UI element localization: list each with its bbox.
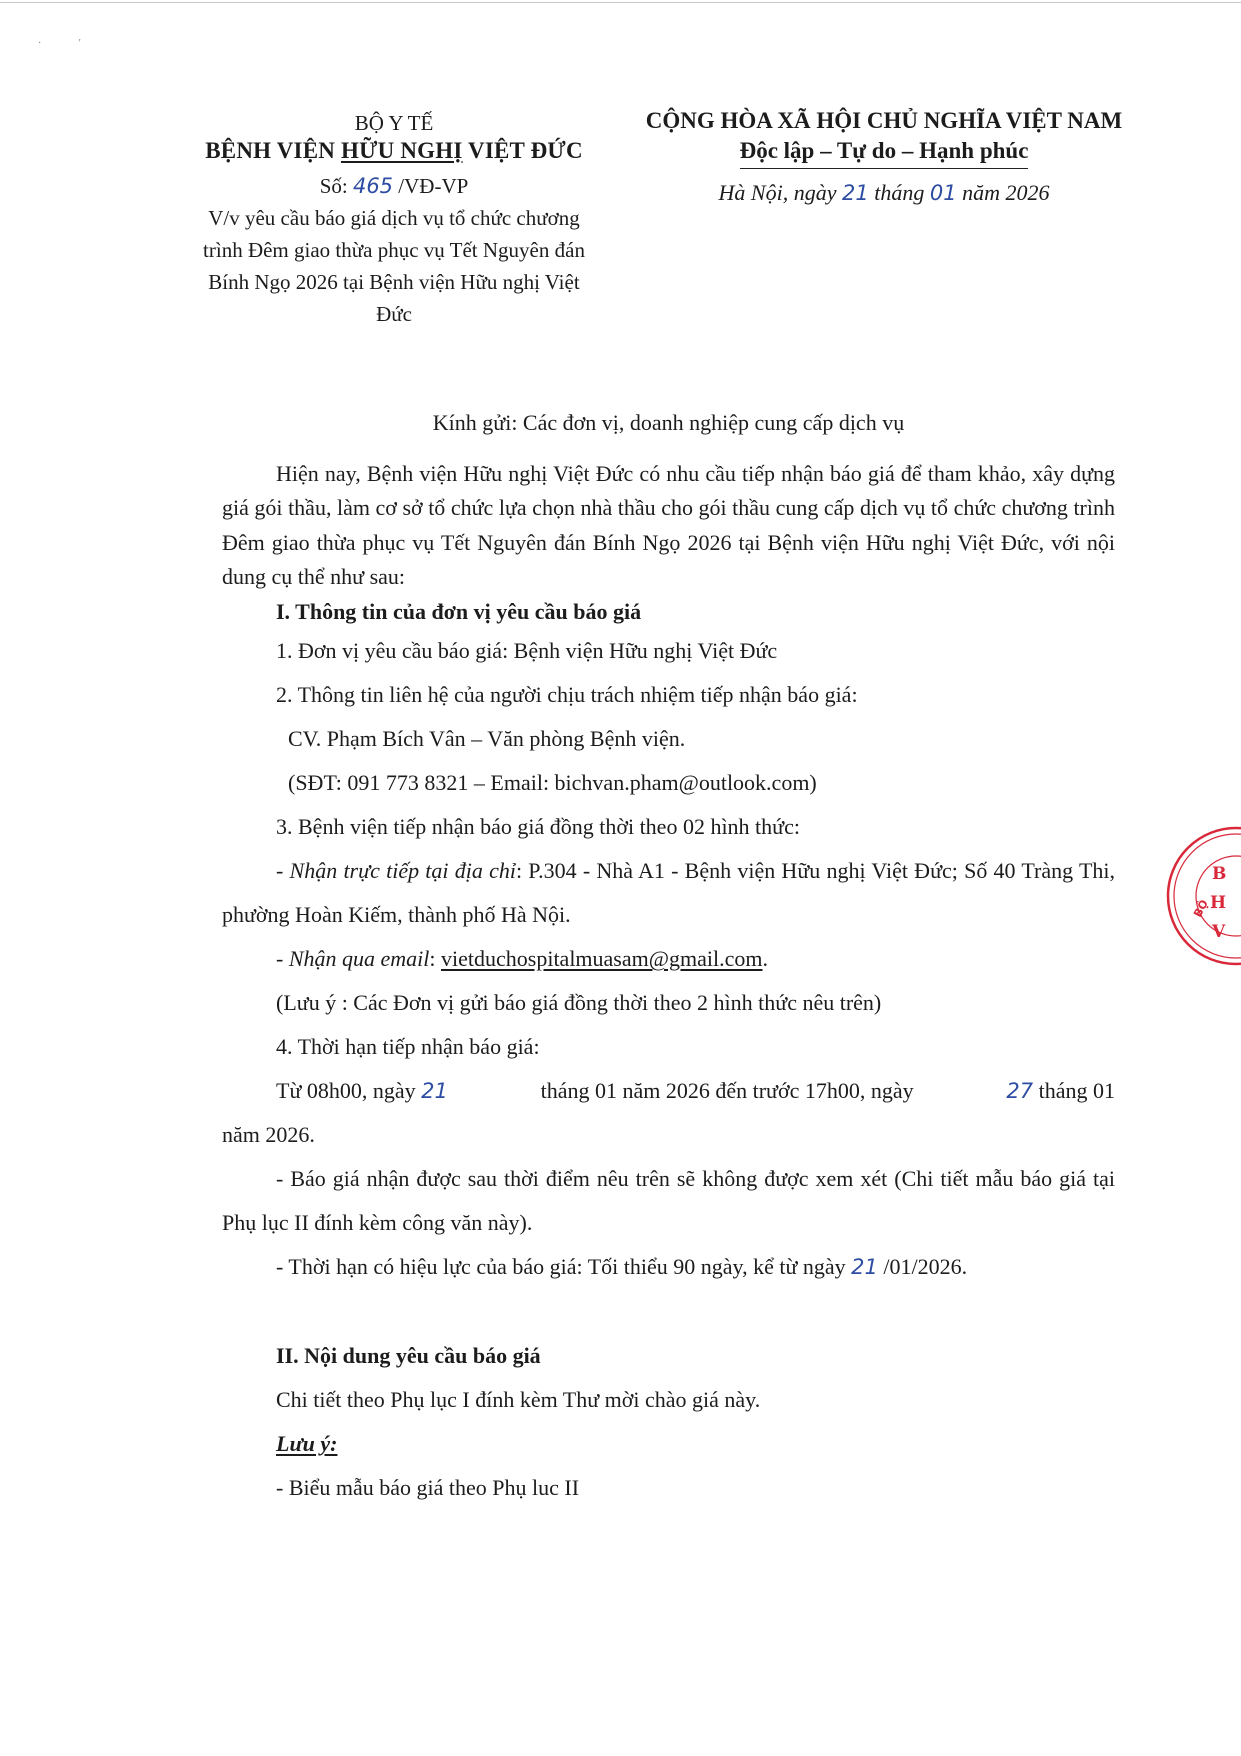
- section1-item4: 4. Thời hạn tiếp nhận báo giá:: [276, 1034, 540, 1059]
- email-line: [222, 937, 1115, 981]
- hospital-name-underlined: HỮU NGHỊ: [341, 138, 463, 163]
- hospital-name: [178, 136, 610, 166]
- official-seal-stamp: [1166, 826, 1241, 966]
- period-month: tháng 01: [1033, 1078, 1115, 1103]
- note-label: [222, 1422, 1115, 1466]
- validity-text: - Thời hạn có hiệu lực của báo giá: Tối thiểu 90 ngày, kể từ ngày: [276, 1254, 852, 1279]
- email-separator: :: [429, 946, 442, 971]
- seal-arc-text: BỘ: [1191, 897, 1211, 920]
- period-line: [222, 1069, 1115, 1113]
- section2-detail: Chi tiết theo Phụ lục I đính kèm Thư mời chào giá này.: [276, 1387, 761, 1412]
- validity-line: [222, 1245, 1115, 1289]
- reference-number: [178, 170, 610, 202]
- period-start-text: Từ 08h00, ngày: [276, 1078, 422, 1103]
- hospital-name-suffix: VIỆT ĐỨC: [462, 138, 583, 163]
- subject-line: Bính Ngọ 2026 tại Bệnh viện Hữu nghị Việt: [208, 270, 580, 294]
- subject-line: Đức: [376, 302, 412, 326]
- intro-paragraph: Hiện nay, Bệnh viện Hữu nghị Việt Đức có nhu cầu tiếp nhận báo giá để tham khảo, xây dựng giá gói thầu, làm cơ sở tổ chức lựa chọn nhà thầu cho gói thầu cung cấp dịch vụ tổ chức chương trình Đêm giao thừa phục vụ Tết Nguyên đán Bính Ngọ 2026 tại Bệnh viện Hữu nghị Việt Đức, với nội dung cụ thể như sau:: [222, 460, 1115, 589]
- email-link[interactable]: vietduchospitalmuasam@gmail.com: [441, 946, 763, 971]
- nation-title: CỘNG HÒA XÃ HỘI CHỦ NGHĨA VIỆT NAM: [645, 108, 1123, 133]
- date-month-label: tháng: [868, 180, 930, 205]
- letter-body: [222, 406, 1115, 1510]
- direct-address: [222, 849, 1115, 937]
- section2-title: II. Nội dung yêu cầu báo giá: [276, 1343, 541, 1368]
- document-date: [634, 177, 1134, 209]
- ref-label: Số:: [319, 174, 353, 198]
- issuer-block: [178, 110, 610, 330]
- direct-label: - Nhận trực tiếp tại địa chỉ: [276, 858, 516, 883]
- period-year: năm 2026.: [222, 1122, 315, 1147]
- seal-letter: B: [1212, 864, 1227, 884]
- subject-line: V/v yêu cầu báo giá dịch vụ tổ chức chương: [208, 206, 580, 230]
- seal-letter: V: [1212, 922, 1226, 942]
- scan-edge-line: [0, 2, 1241, 3]
- section1-title: I. Thông tin của đơn vị yêu cầu báo giá: [276, 598, 642, 624]
- note-label-text: Lưu ý:: [276, 1431, 338, 1456]
- email-label: - Nhận qua email: [276, 946, 430, 971]
- period-end-group: [1006, 1069, 1115, 1113]
- period-day1-handwritten: 21: [421, 1079, 448, 1103]
- section1-item2: 2. Thông tin liên hệ của người chịu trách nhiệm tiếp nhận báo giá:: [276, 682, 858, 707]
- spacer: [222, 1289, 1115, 1334]
- direct-value: : P.304 - Nhà A1 - Bệnh viện Hữu nghị Việt Đức; Số 40 Tràng Thi, phường Hoàn Kiếm, thành phố Hà Nội.: [222, 858, 1115, 927]
- contact-phone-email: (SĐT: 091 773 8321 – Email: bichvan.pham@outlook.com): [288, 770, 817, 795]
- period-start: [276, 1069, 448, 1113]
- section1-item3: 3. Bệnh viện tiếp nhận báo giá đồng thời theo 02 hình thức:: [276, 814, 800, 839]
- period-middle: tháng 01 năm 2026 đến trước 17h00, ngày: [540, 1078, 914, 1103]
- email-end: .: [762, 946, 768, 971]
- ref-suffix: /VĐ-VP: [393, 174, 469, 198]
- greeting: Kính gửi: Các đơn vị, doanh nghiệp cung cấp dịch vụ: [432, 410, 905, 435]
- subject-block: [178, 202, 610, 330]
- ministry-name: BỘ Y TẾ: [354, 111, 434, 135]
- scan-specks: · ': [38, 38, 81, 49]
- validity-day-handwritten: 21: [851, 1255, 878, 1279]
- date-prefix: Hà Nội, ngày: [718, 180, 842, 205]
- note-item: - Biểu mẫu báo giá theo Phụ luc II: [276, 1475, 580, 1500]
- contact-name: CV. Phạm Bích Vân – Văn phòng Bệnh viện.: [288, 726, 686, 751]
- date-year: năm 2026: [956, 180, 1050, 205]
- section1-item1: 1. Đơn vị yêu cầu báo giá: Bệnh viện Hữu nghị Việt Đức: [276, 638, 778, 663]
- ref-number-handwritten: 465: [352, 174, 394, 198]
- date-month-handwritten: 01: [929, 181, 957, 205]
- hospital-name-prefix: BỆNH VIỆN: [205, 138, 342, 163]
- validity-date-end: /01/2026.: [877, 1254, 968, 1279]
- national-header: [634, 106, 1134, 209]
- seal-letter: H: [1210, 893, 1227, 913]
- date-day-handwritten: 21: [841, 181, 869, 205]
- subject-line: trình Đêm giao thừa phục vụ Tết Nguyên đán: [203, 238, 585, 262]
- national-motto: Độc lập – Tự do – Hạnh phúc: [740, 136, 1029, 169]
- late-note: - Báo giá nhận được sau thời điểm nêu trên sẽ không được xem xét (Chi tiết mẫu báo giá tại Phụ lục II đính kèm công văn này).: [222, 1166, 1115, 1235]
- period-day2-handwritten: 27: [1006, 1079, 1034, 1103]
- submission-note: (Lưu ý : Các Đơn vị gửi báo giá đồng thời theo 2 hình thức nêu trên): [276, 990, 882, 1015]
